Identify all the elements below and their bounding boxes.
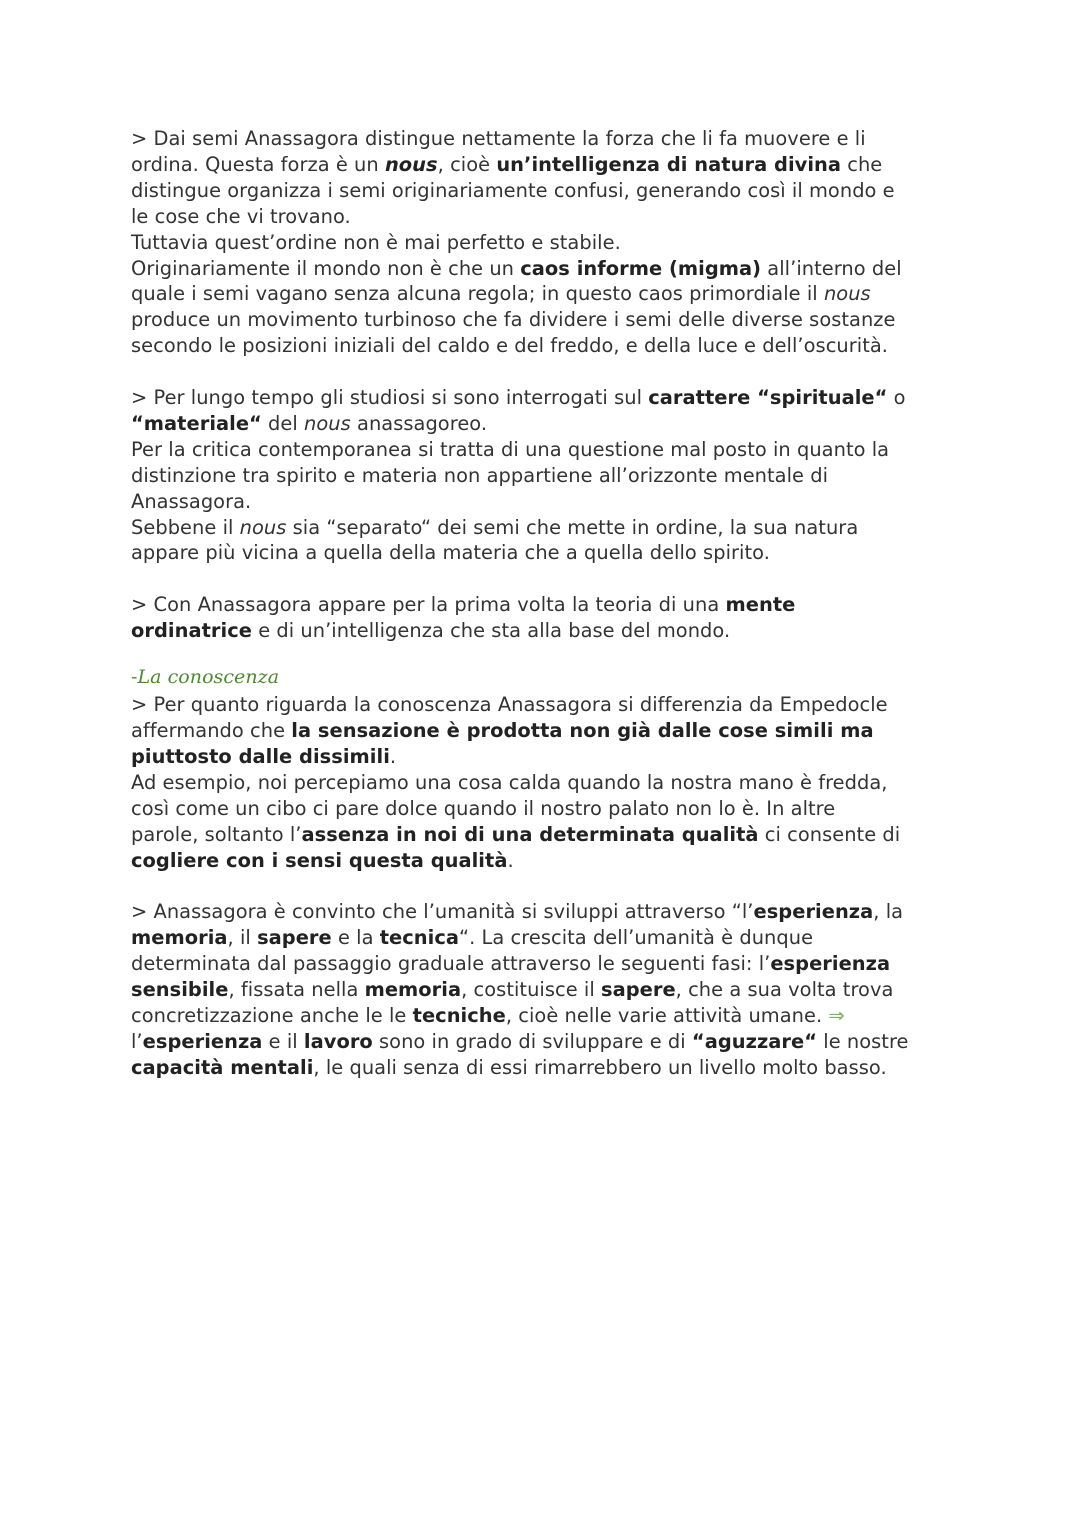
text-run: . <box>507 848 514 872</box>
text-run: distinzione tra spirito e materia non appartiene all’orizzonte mentale di <box>131 463 829 487</box>
bold-term: esperienza <box>770 952 891 976</box>
paragraph-gap <box>131 359 961 385</box>
text-run: , il <box>227 926 258 950</box>
text-run: distingue organizza i semi originariamente confusi, generando così il mondo e <box>131 178 895 202</box>
paragraph-nous-ordering <box>131 126 961 359</box>
text-line <box>131 592 961 618</box>
paragraph-sensazione <box>131 692 961 873</box>
text-run: all’interno del <box>761 256 902 280</box>
bold-term: caos informe (migma) <box>520 256 762 280</box>
text-line <box>131 463 961 489</box>
text-run: secondo le posizioni iniziali del caldo e del freddo, e della luce e dell’oscurità. <box>131 334 889 358</box>
text-run: > Con Anassagora appare per la prima volta la teoria di una <box>131 593 726 617</box>
bold-term: lavoro <box>303 1029 373 1053</box>
text-line <box>131 281 961 307</box>
text-run: sono in grado di sviluppare e di <box>372 1029 692 1053</box>
text-run: sia “separato“ dei semi che mette in ordine, la sua natura <box>286 515 859 539</box>
text-run: del <box>261 411 305 435</box>
text-run: , cioè <box>437 152 497 176</box>
text-run: , che a sua volta trova <box>675 978 894 1002</box>
bold-term: piuttosto dalle dissimili <box>131 744 390 768</box>
text-run: parole, soltanto l’ <box>131 822 302 846</box>
text-line <box>131 1003 961 1029</box>
text-run: e il <box>262 1029 304 1053</box>
bold-term: esperienza <box>753 900 874 924</box>
bold-term: un’intelligenza di natura divina <box>496 152 842 176</box>
text-run: Tuttavia quest’ordine non è mai perfetto e stabile. <box>131 230 621 254</box>
text-run: e la <box>331 926 380 950</box>
text-run: > Anassagora è convinto che l’umanità si sviluppi attraverso “l’ <box>131 900 754 924</box>
text-run: “. La crescita dell’umanità è dunque <box>459 926 814 950</box>
text-run: produce un movimento turbinoso che fa dividere i semi delle diverse sostanze <box>131 308 896 332</box>
text-line <box>131 796 961 822</box>
text-line <box>131 385 961 411</box>
text-line <box>131 770 961 796</box>
emphasis <box>385 153 438 176</box>
text-run: le cose che vi trovano. <box>131 204 351 228</box>
text-line <box>131 744 961 770</box>
text-run: e di un’intelligenza che sta alla base del mondo. <box>251 619 731 643</box>
paragraph-nous-nature <box>131 385 961 566</box>
text-line <box>131 515 961 541</box>
text-run: > Dai semi Anassagora distingue nettamente la forza che li fa muovere e li <box>131 127 866 150</box>
text-run: Sebbene il <box>131 515 240 539</box>
bold-term: “aguzzare“ <box>691 1029 818 1053</box>
text-line <box>131 848 961 874</box>
bold-term: capacità mentali <box>131 1055 314 1079</box>
text-run: anassagoreo. <box>350 411 488 435</box>
text-line <box>131 618 961 644</box>
text-line <box>131 333 961 359</box>
text-line <box>131 307 961 333</box>
bold-term: memoria <box>131 926 228 950</box>
text-run: Per la critica contemporanea si tratta di una questione mal posto in quanto la <box>131 437 890 461</box>
section-heading-conoscenza: -La conoscenza <box>131 666 280 689</box>
text-line <box>131 256 961 282</box>
text-run: che <box>841 152 883 176</box>
bold-term: tecnica <box>379 926 460 950</box>
text-line <box>131 540 961 566</box>
text-run: . <box>389 744 397 768</box>
bold-term: sapere <box>601 978 676 1002</box>
italic-term: nous <box>304 411 351 435</box>
text-line <box>131 230 961 256</box>
text-run: determinata dal passaggio graduale attraverso le seguenti fasi: l’ <box>131 952 771 976</box>
text-run: Ad esempio, noi percepiamo una cosa calda quando la nostra mano è fredda, <box>131 770 888 794</box>
text-run: ordina. Questa forza è un <box>131 152 385 176</box>
text-line <box>131 411 961 437</box>
text-run: concretizzazione anche le le <box>131 1003 413 1027</box>
text-line <box>131 1055 961 1081</box>
text-run: > Per quanto riguarda la conoscenza Anassagora si differenzia da Empedocle <box>131 693 888 717</box>
text-run: , cioè nelle varie attività umane. <box>505 1003 829 1027</box>
bold-italic-term: nous <box>384 152 438 176</box>
text-line <box>131 977 961 1003</box>
text-run: , la <box>873 900 904 924</box>
text-run: le nostre <box>817 1029 909 1053</box>
bold-term: “materiale“ <box>131 411 262 435</box>
text-run: affermando che <box>131 719 292 742</box>
text-line <box>131 925 961 951</box>
italic-term: nous <box>239 515 287 539</box>
text-line <box>131 899 961 925</box>
text-line <box>131 437 961 463</box>
text-run: Originariamente il mondo non è che un <box>131 256 521 280</box>
text-run: Anassagora. <box>131 489 252 513</box>
text-line <box>131 178 961 204</box>
text-run: , costituisce il <box>461 978 601 1002</box>
text-run: ci consente di <box>758 822 901 846</box>
bold-term: esperienza <box>142 1029 263 1053</box>
text-run: > Per lungo tempo gli studiosi si sono interrogati sul <box>131 386 649 410</box>
arrow-right-icon: ⇒ <box>828 1003 845 1027</box>
bold-term: sensibile <box>131 978 229 1002</box>
text-line <box>131 951 961 977</box>
bold-term: assenza in noi di una determinata qualità <box>301 822 759 846</box>
text-run: quale i semi vagano senza alcuna regola; in questo caos primordiale il <box>131 282 824 306</box>
paragraph-mente-ordinatrice <box>131 592 961 644</box>
text-run: l’ <box>131 1029 143 1053</box>
paragraph-umanita <box>131 899 961 1080</box>
text-line <box>131 692 961 718</box>
italic-term: nous <box>823 282 871 306</box>
text-run: , le quali senza di essi rimarrebbero un livello molto basso. <box>313 1055 887 1079</box>
text-run: appare più vicina a quella della materia che a quella dello spirito. <box>131 541 770 565</box>
bold-term: la sensazione è prodotta non già dalle cose simili ma <box>291 719 874 742</box>
paragraph-gap <box>131 566 961 592</box>
bold-term: mente <box>725 593 796 617</box>
text-line <box>131 822 961 848</box>
text-line <box>131 204 961 230</box>
bold-term: carattere “spirituale“ <box>648 386 888 410</box>
bold-term: tecniche <box>412 1003 506 1027</box>
text-line <box>131 126 961 152</box>
text-line <box>131 152 961 178</box>
text-line <box>131 718 961 744</box>
bold-term: sapere <box>257 926 332 950</box>
text-line <box>131 1029 961 1055</box>
text-run: così come un cibo ci pare dolce quando il nostro palato non lo è. In altre <box>131 796 836 820</box>
paragraph-gap <box>131 873 961 899</box>
text-run: , fissata nella <box>228 978 365 1002</box>
document-page <box>131 126 961 1081</box>
text-line <box>131 489 961 515</box>
bold-term: ordinatrice <box>131 619 252 643</box>
bold-term: memoria <box>364 978 462 1002</box>
text-run: o <box>887 386 906 410</box>
bold-term: cogliere con i sensi questa qualità <box>131 848 508 872</box>
